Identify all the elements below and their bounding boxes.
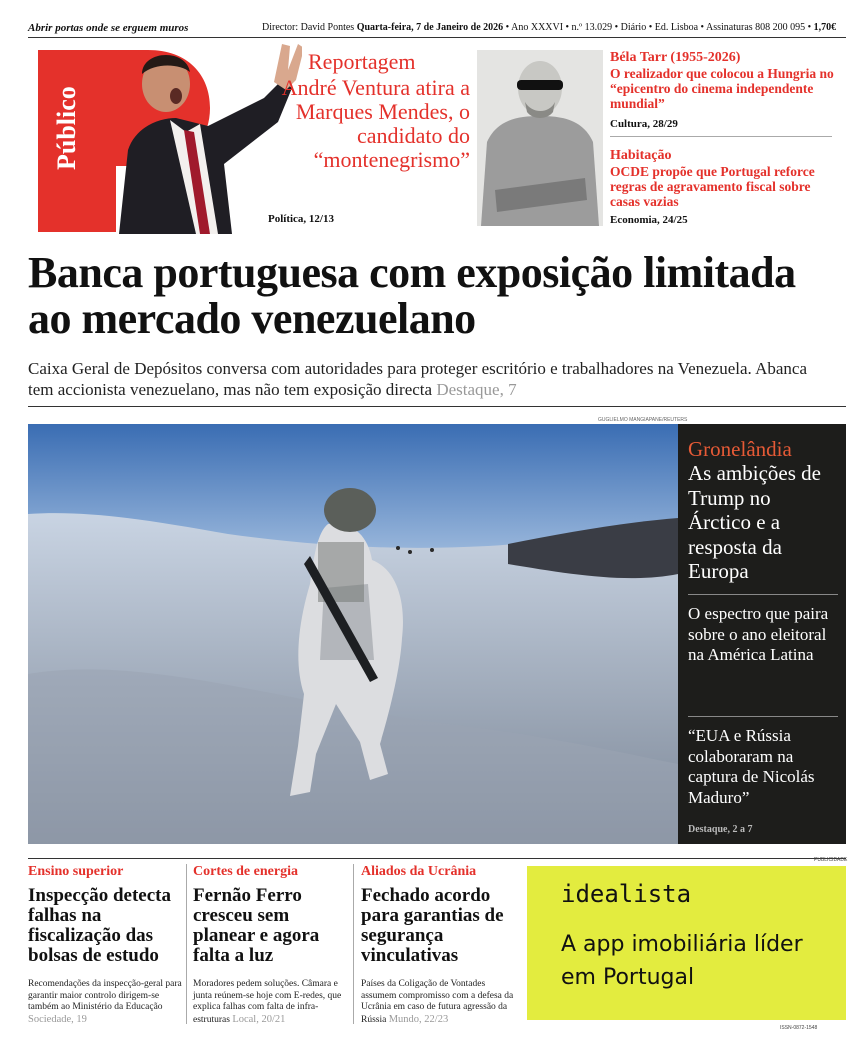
story-kicker: Aliados da Ucrânia [361,864,477,879]
bela-tarr-photo[interactable] [477,50,603,226]
main-headline[interactable]: Banca portuguesa com exposição limitada ao mercado venezuelano [28,248,796,343]
story-headline[interactable]: Fernão Ferro cresceu sem planear e agora falta a luz [193,885,320,966]
sidebar-story-latin-america[interactable]: O espectro que paira sobre o ano eleitoral na América Latina [688,604,829,664]
divider [28,858,846,859]
tarr-section[interactable]: Cultura, 28/29 [610,118,678,130]
habitacao-kicker: Habitação [610,148,672,163]
story-ref[interactable]: Local, 20/21 [232,1013,286,1025]
story-ref[interactable]: Sociedade, 19 [28,1013,87,1025]
ad-label: PUBLICIDADE [814,857,848,863]
idealista-logo: idealista [561,880,692,908]
story-kicker: Cortes de energia [193,864,298,879]
standfirst-text: Caixa Geral de Depósitos conversa com autoridades para proteger escritório e trabalhadores na Venezuela. Abanca tem accionista venezuelano, mas não tem exposição directa [28,359,807,399]
sidebar-headline[interactable]: As ambições de Trump no Árctico e a resposta da Europa [688,461,821,583]
habitacao-headline[interactable]: OCDE propõe que Portugal reforce regras de agravamento fiscal sobre casas vazias [610,164,815,209]
price: 1,70€ [813,22,837,33]
story-headline[interactable]: Fechado acordo para garantias de segurança vinculativas [361,885,504,966]
habitacao-section[interactable]: Economia, 24/25 [610,214,688,226]
director-name: David Pontes [300,22,355,33]
masthead-rule [28,37,846,38]
slogan: Abrir portas onde se erguem muros [28,22,189,34]
main-standfirst [28,358,828,400]
reportagem-kicker: Reportagem [308,49,416,74]
director-label: Director: [262,22,299,33]
issue-info: • Ano XXXVI • n.º 13.029 • Diário • Ed. Lisboa • Assinaturas 808 200 095 • [505,22,812,33]
issue-date: Quarta-feira, 7 de Janeiro de 2026 [356,22,504,33]
divider [28,406,846,407]
divider [610,136,832,137]
story-cortes-energia[interactable] [193,864,349,1026]
story-text: Moradores pedem soluções. Câmara e junta reúnem-se hoje com E-redes, que explica falhas com falta de infra-estruturas Local, 20/21 [193,979,342,1025]
photo-credit: GUGLIELMO MANGIAPANE/REUTERS [598,417,688,423]
tarr-kicker: Béla Tarr (1955-2026) [610,50,741,65]
story-text: Recomendações da inspecção-geral para garantir maior controlo dirigem-se também ao Ministério da Educação Sociedade, 19 [28,979,182,1025]
column-divider [353,864,354,1024]
story-ensino-superior[interactable] [28,864,182,1026]
masthead-info [262,22,836,33]
standfirst-ref[interactable]: Destaque, 7 [436,380,517,399]
story-ref[interactable]: Mundo, 22/23 [388,1013,449,1025]
reportagem-section[interactable]: Política, 12/13 [268,213,334,225]
sidebar-kicker: Gronelândia [688,437,792,461]
greenland-soldier-photo[interactable] [28,424,678,844]
sidebar-divider [688,716,838,717]
story-aliados-ucrania[interactable] [361,864,519,1026]
sidebar-story-maduro[interactable]: “EUA e Rússia colaboraram na captura de Nicolás Maduro” [688,726,815,807]
reportagem-headline[interactable]: André Ventura atira a Marques Mendes, o candidato do “montenegrismo” [281,75,470,172]
sidebar-divider [688,594,838,595]
ad-tagline: A app imobiliária líder em Portugal [561,932,803,990]
story-text: Países da Coligação de Vontades assumem compromisso com a defesa da Ucrânia em caso de futura agressão da Rússia Mundo, 22/23 [361,979,514,1025]
story-headline[interactable]: Inspecção detecta falhas na fiscalização das bolsas de estudo [28,885,171,966]
issn: ISSN-0872-1548 [780,1025,818,1031]
tarr-headline[interactable]: O realizador que colocou a Hungria no “epicentro do cinema independente mundial” [610,66,834,111]
story-kicker: Ensino superior [28,864,124,879]
sidebar-ref[interactable]: Destaque, 2 a 7 [688,824,753,835]
logo-wordmark: Público [52,86,81,170]
column-divider [186,864,187,1024]
